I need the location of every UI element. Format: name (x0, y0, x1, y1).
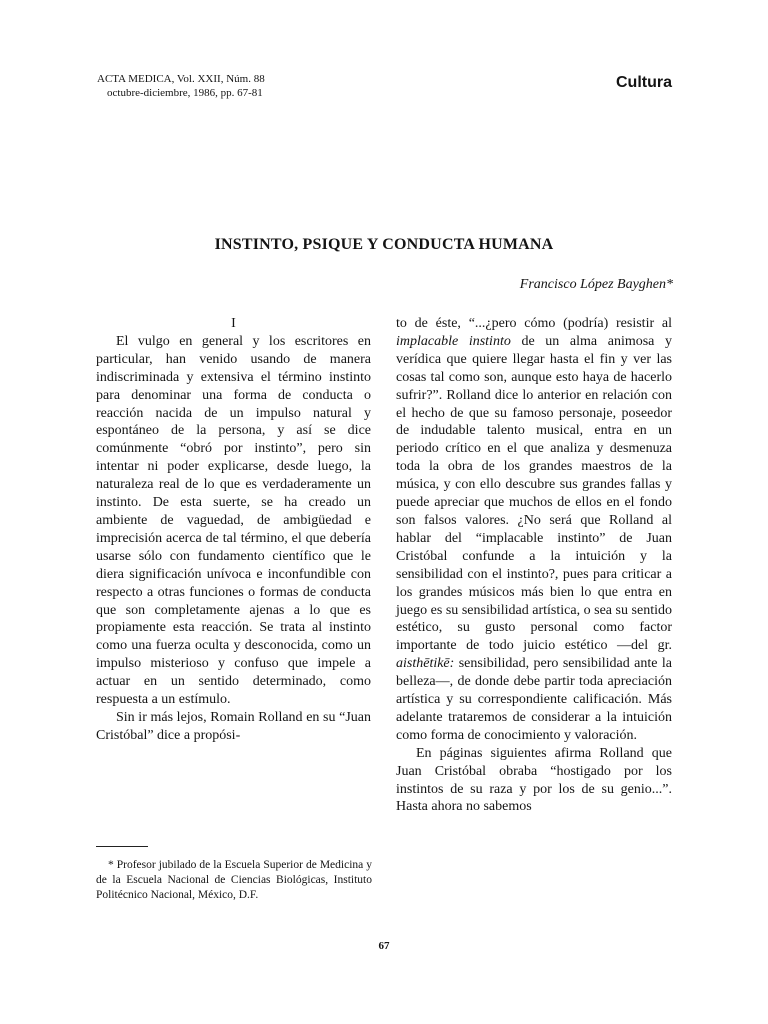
footnote-text: * Profesor jubilado de la Escuela Superior de Medicina y de la Escuela Nacional de Ciencias Biológicas, Instituto Politécnico Nacional, México, D.F. (96, 859, 372, 901)
text-run: de un alma animosa y verídica que quiere llegar hasta el fin y ver las cosas tal como son, aunque esto haya de hacerlo sufrir?”. Rolland dice lo anterior en relación con el hecho de que su famoso personaje, poseedor de indudable talento musical, entra en un periodo crítico en el que analiza y desmenuza toda la obra de los grandes maestros de la música, y con ello descubre sus grandes fallas y puede apreciar que muchos de ellos en el fondo son falsos valores. ¿No será que Rolland al hablar del “implacable instinto” de Juan Cristóbal confunde a la intuición y la sensibilidad con el instinto?, pues para criticar a los grandes músicos más bien lo que entra en juego es su sensibilidad artística, o sea su sentido estético, su gusto personal como factor importante de todo juicio estético —del gr. (396, 333, 673, 654)
italic-phrase: implacable instinto (396, 333, 511, 349)
text-run: sensibilidad, pero sensibilidad ante la belleza—, de donde debe partir toda apreciación artística y su correspondiente calificación. Más adelante trataremos de considerar a la intuición como forma de conocimiento y valoración. (396, 656, 672, 743)
left-column (96, 315, 371, 745)
journal-citation (97, 72, 265, 100)
body-paragraph (396, 315, 672, 745)
body-paragraph: En páginas siguientes afirma Rolland que Juan Cristóbal obraba “hostigado por los instintos de su raza y por los de su genio...”. Hasta ahora no sabemos (396, 745, 672, 815)
text-run: to de éste, “...¿pero cómo (podría) resistir al (396, 316, 672, 331)
article-title: INSTINTO, PSIQUE Y CONDUCTA HUMANA (214, 236, 554, 253)
body-paragraph: El vulgo en general y los escritores en particular, han venido usando de manera indiscriminada y extensiva el término instinto para denominar una forma de conducta o reacción nacida de un impulso natural y espontáneo de la persona, y así se dice comúnmente “obró por instinto”, pero sin intentar ni poder explicarse, desde luego, la naturaleza real de lo que es verdaderamente un instinto. De esta suerte, se ha creado un ambiente de vaguedad, de ambigüedad e imprecisión acerca de tal término, el que debería usarse sólo con fundamento científico que le diera significación unívoca e inconfundible con respecto a otras funciones o formas de conducta que son completamente ajenas a lo que es propiamente esta reacción. Se trata al instinto como una fuerza oculta y desconocida, como un impulso misterioso y confuso que impele a actuar en un sentido determinado, como respuesta a un estímulo. (96, 333, 371, 708)
footnote (96, 858, 372, 903)
section-label: Cultura (616, 74, 672, 91)
page-number: 67 (378, 940, 390, 952)
article-author: Francisco López Bayghen* (519, 277, 673, 292)
body-paragraph: Sin ir más lejos, Romain Rolland en su “Juan Cristóbal” dice a propósi- (96, 709, 371, 743)
right-column (396, 315, 672, 816)
section-numeral: I (231, 316, 236, 331)
greek-term: aisthētikē: (396, 656, 455, 672)
journal-date-pages: octubre-diciembre, 1986, pp. 67-81 (107, 87, 263, 99)
footnote-divider (96, 846, 148, 847)
journal-volume: ACTA MEDICA, Vol. XXII, Núm. 88 (97, 73, 265, 85)
